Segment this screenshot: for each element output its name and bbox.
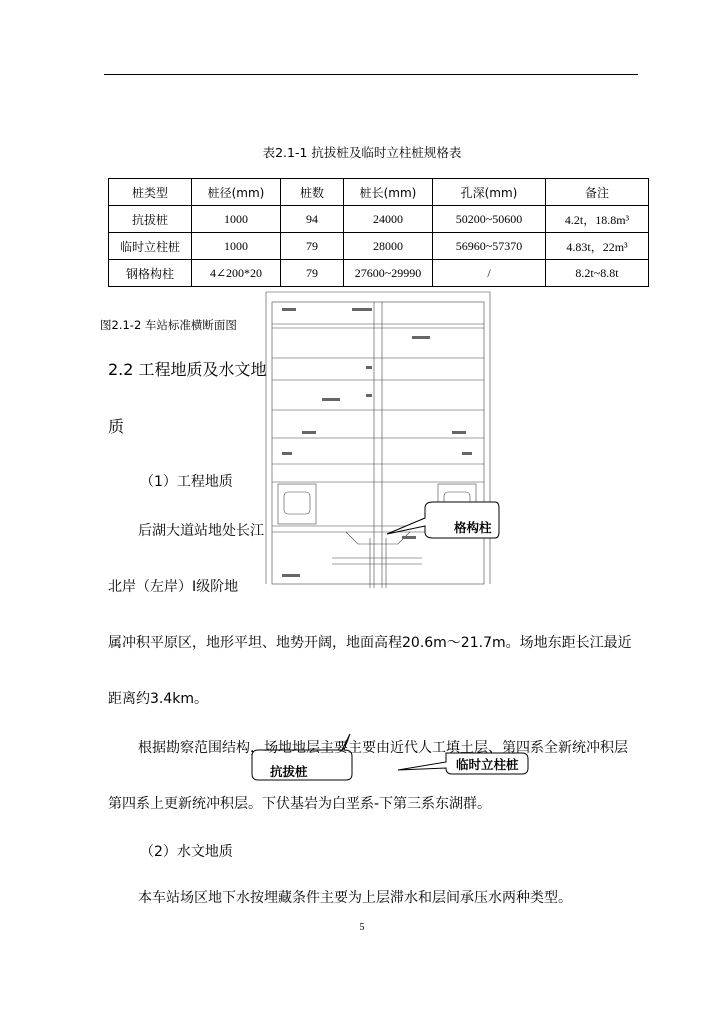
col-header-text: 桩径(mm): [207, 185, 265, 200]
table-cell: 4∠200*20: [192, 260, 281, 287]
col-header-text: 桩长(mm): [359, 185, 417, 200]
section-heading-cont: 质: [108, 417, 125, 436]
table-row: [109, 206, 649, 233]
paragraph-line: 北岸（左岸）Ⅰ级阶地: [108, 579, 239, 595]
station-cross-section-drawing: [262, 288, 494, 588]
table-cell: /: [433, 260, 546, 287]
paragraph-line: 本车站场区地下水按埋藏条件主要为上层滞水和层间承压水两种类型。: [138, 890, 572, 906]
table-cell: 8.2t~8.8t: [546, 260, 649, 287]
col-header: 桩数: [281, 179, 344, 206]
table-cell: 钢格构柱: [109, 260, 192, 287]
table-row: [109, 260, 649, 287]
temp-column-callout-label: 临时立柱桩: [456, 757, 519, 772]
col-header: [433, 179, 546, 206]
col-header: [344, 179, 433, 206]
table-row: [109, 233, 649, 260]
subheading-hydrogeology: （2）水文地质: [140, 844, 233, 860]
table-cell: 临时立柱桩: [109, 233, 192, 260]
paragraph-line: 后湖大道站地处长江: [138, 523, 264, 539]
table-cell: 94: [281, 206, 344, 233]
paragraph-line: 第四系上更新统冲积层。下伏基岩为白垩系-下第三系东湖群。: [108, 796, 492, 812]
table-cell: 27600~29990: [344, 260, 433, 287]
lattice-callout-label: 格构柱: [454, 520, 492, 535]
table-cell: 4.83t，22m³: [546, 233, 649, 260]
table-cell: 4.2t，18.8m³: [546, 206, 649, 233]
spec-table: [108, 178, 649, 287]
table-cell: 抗拔桩: [109, 206, 192, 233]
table-cell: 56960~57370: [433, 233, 546, 260]
section-heading: 2.2 工程地质及水文地: [108, 360, 267, 379]
table-cell: 79: [281, 260, 344, 287]
subheading-engineering-geology: （1）工程地质: [140, 474, 233, 490]
col-header: 备注: [546, 179, 649, 206]
col-header: [192, 179, 281, 206]
paragraph-line: 根据勘察范围结构，场地地层主要主要由近代人工填土层、第四系全新统冲积层: [138, 740, 628, 756]
figure-caption: 图2.1-2 车站标准横断面图: [100, 318, 237, 332]
table-header-row: [109, 179, 649, 206]
table-cell: 24000: [344, 206, 433, 233]
table-cell: 50200~50600: [433, 206, 546, 233]
paragraph-line: 距离约3.4km。: [108, 691, 209, 707]
col-header-text: 孔深(mm): [460, 185, 518, 200]
table-caption: 表2.1-1 抗拔桩及临时立柱桩规格表: [262, 145, 462, 160]
uplift-callout-label: 抗拔桩: [270, 764, 308, 779]
paragraph-line: 属冲积平原区，地形平坦、地势开阔，地面高程20.6m～21.7m。场地东距长江最近: [108, 635, 632, 651]
col-header: 桩类型: [109, 179, 192, 206]
table-cell: 79: [281, 233, 344, 260]
table-cell: 1000: [192, 233, 281, 260]
table-cell: 28000: [344, 233, 433, 260]
table-cell: 1000: [192, 206, 281, 233]
header-rule: [104, 74, 638, 75]
page-number: 5: [359, 922, 365, 933]
